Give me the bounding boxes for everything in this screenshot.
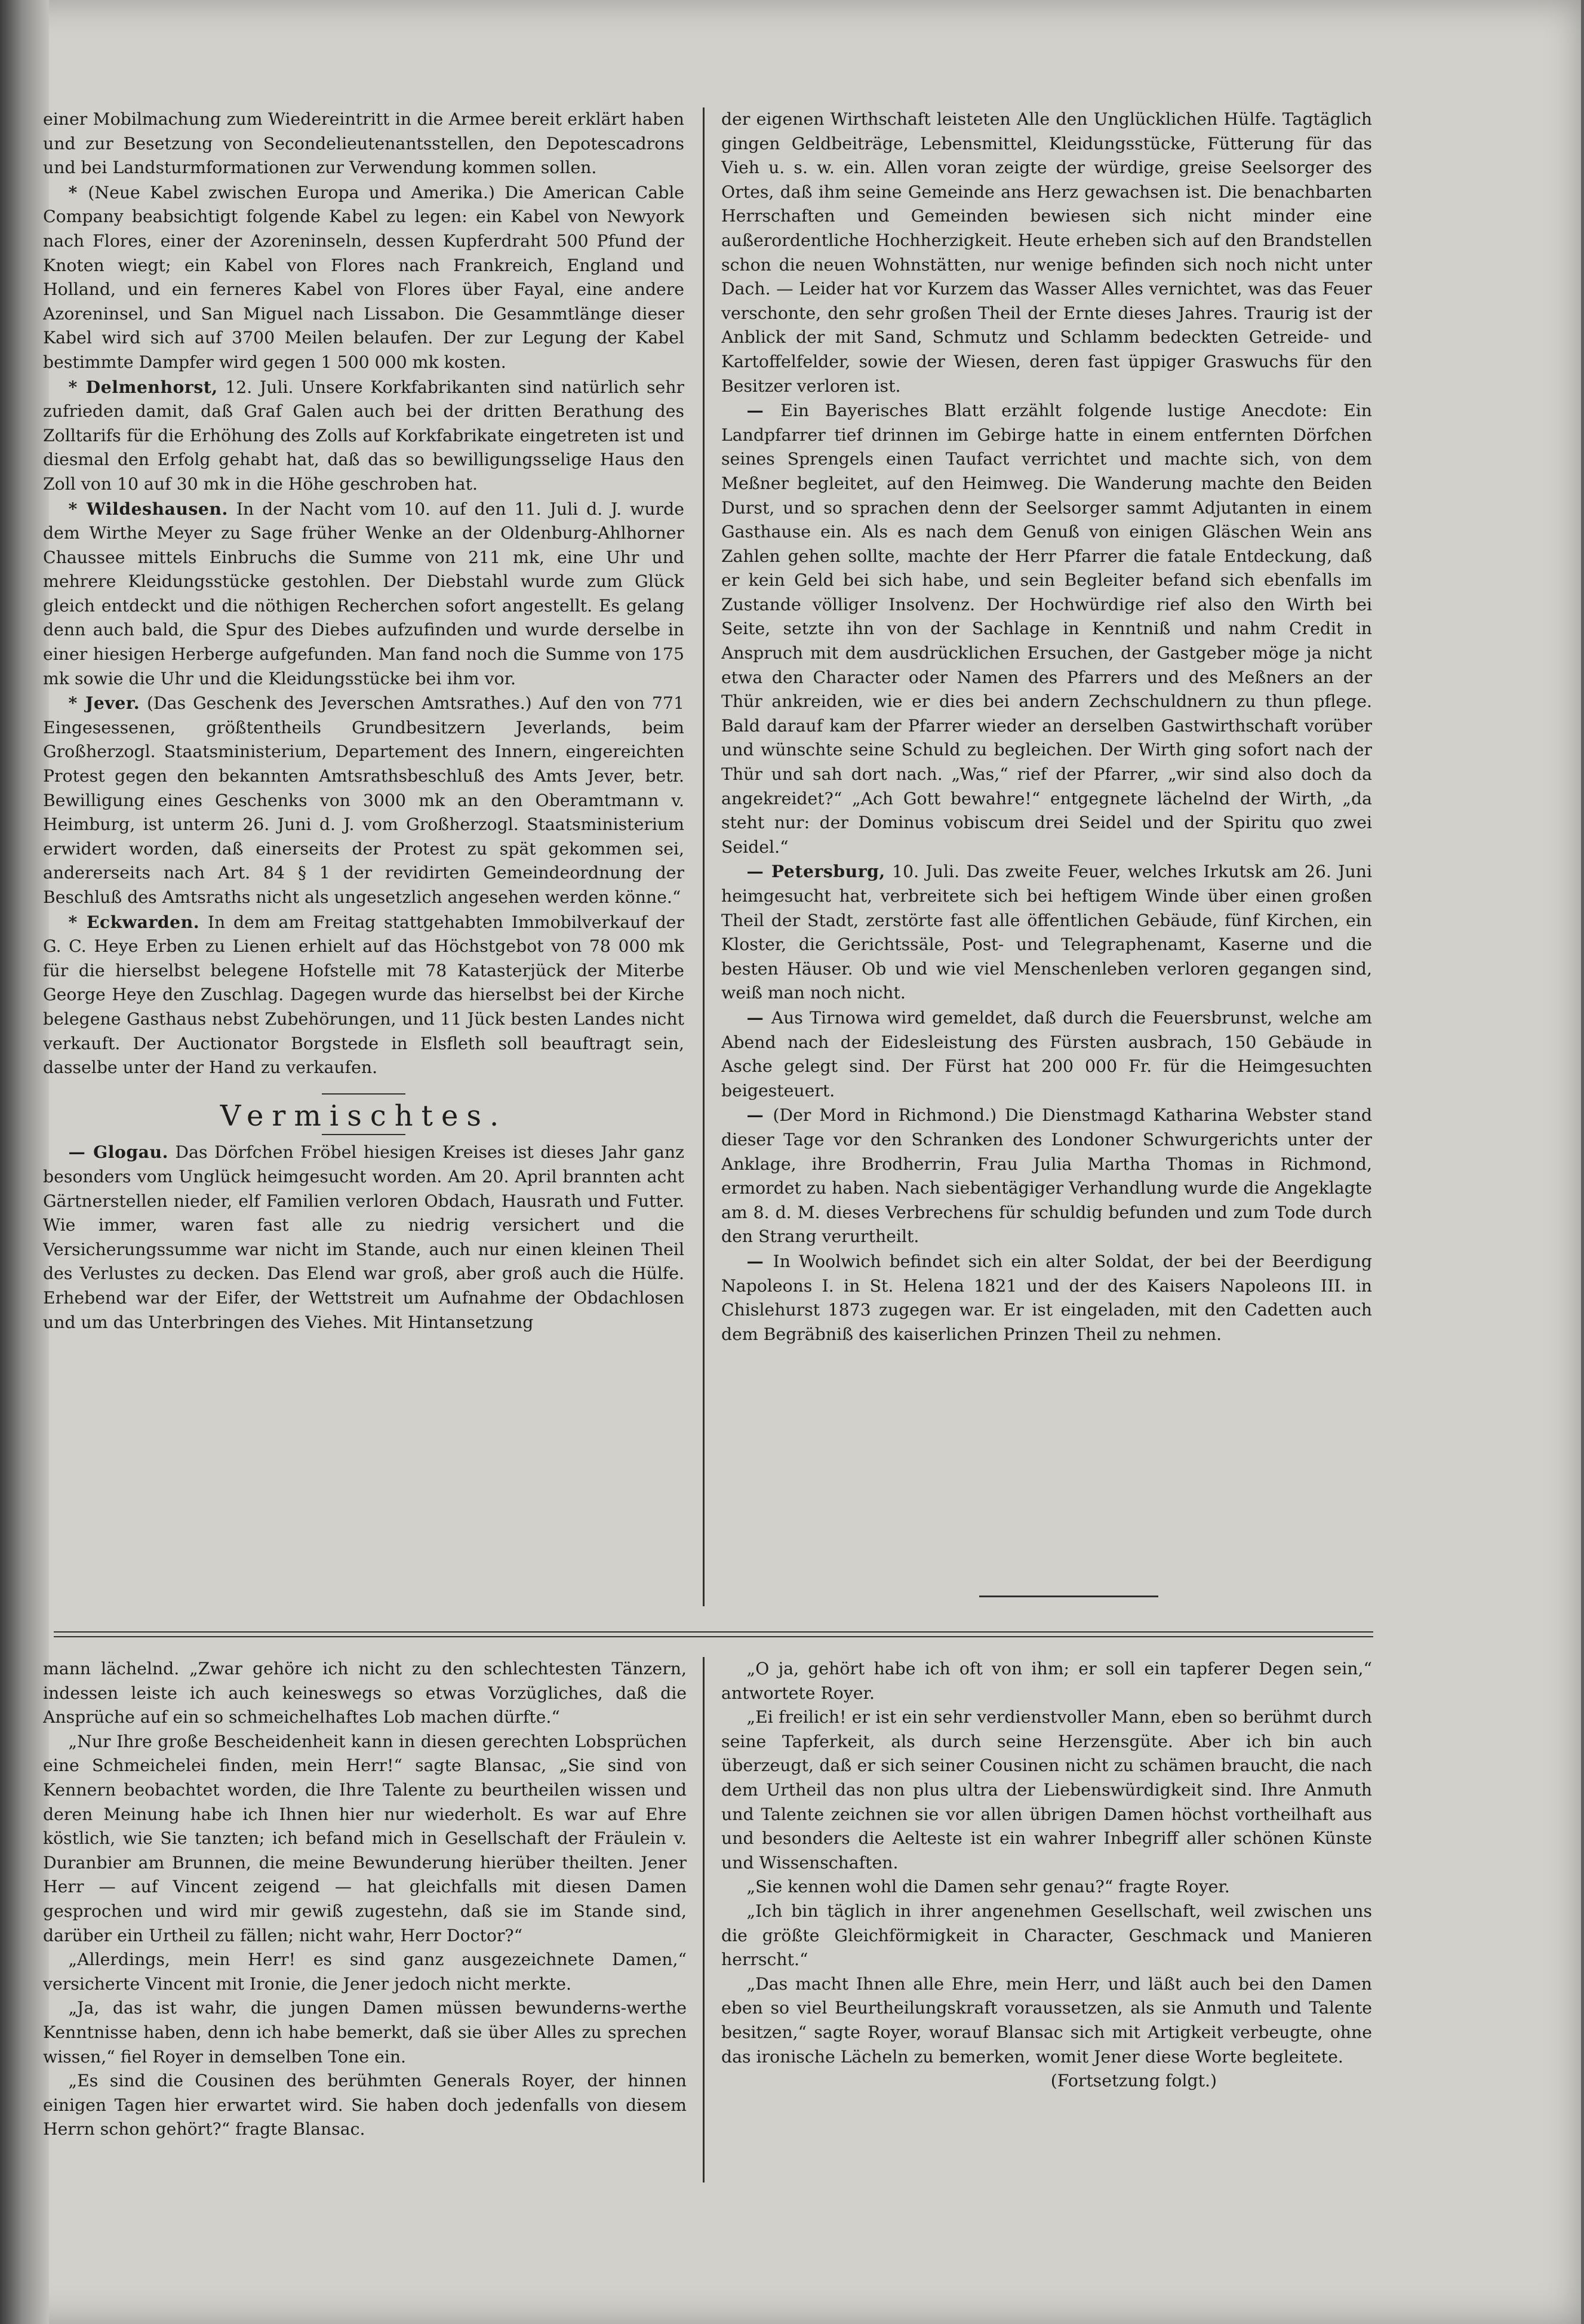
news-item	[721, 1249, 1372, 1347]
feuilleton-paragraph: „O ja, gehört habe ich oft von ihm; er soll ein tapferer Degen sein,“ antwortete Royer.	[721, 1659, 1372, 1703]
article-dateline: * Eckwarden.	[68, 911, 200, 932]
feuilleton-column-right	[721, 1657, 1372, 2194]
article-body: In Woolwich befindet sich ein alter Soldat, der bei der Beerdigung Napoleons I. in St. Helena 1821 und der des Kaisers Napoleons III. in Chislehurst 1873 zugegen war. Er ist eingeladen, mit den Cadetten auch dem Begräbniß des kaiserlichen Prinzen Theil zu nehmen.	[721, 1251, 1372, 1344]
article-dateline: — Glogau.	[68, 1142, 168, 1163]
article-dateline: —	[746, 1250, 773, 1271]
vermischtes-list-right	[721, 107, 1372, 1347]
news-item	[721, 859, 1372, 1006]
section-title-rule	[322, 1093, 405, 1095]
feuilleton-paragraph: „Es sind die Cousinen des berühmten Generals Royer, der hinnen einigen Tagen hier erwartet wird. Sie haben doch jedenfalls von diesem Herrn schon gehört?“ fragte Blansac.	[43, 2071, 687, 2139]
article-dateline: * Jever.	[68, 693, 140, 714]
news-item	[43, 180, 684, 375]
article-dateline: —	[746, 1105, 773, 1126]
feuilleton-separator-rule	[54, 1631, 1373, 1637]
news-item	[721, 107, 1372, 398]
article-body: 12. Juli. Unsere Korkfabrikanten sind natürlich sehr zufrieden damit, daß Graf Galen auch bei der dritten Berathung des Zolltarifs für die Erhöhung des Zolls auf Korkfabrikate eingetreten ist und diesmal den Erfolg gehabt hat, daß das so bewilligungsselige Haus den Zoll von 10 auf 30 mk in die Höhe geschroben hat.	[43, 377, 684, 494]
news-item	[721, 1103, 1372, 1249]
article-dateline: *	[68, 182, 88, 202]
article-body: (Das Geschenk des Jeverschen Amtsrathes.) Auf den von 771 Eingesessenen, größtentheils Grundbesitzern Jeverlands, beim Großherzogl. Staatsministerium, Departement des Innern, eingereichten Protest gegen den bekannten Amtsrathsbeschluß des Amts Jever, betr. Bewilligung eines Geschenks von 3000 mk an den Oberamtmann v. Heimburg, ist unterm 26. Juni d. J. vom Großherzogl. Staatsministerium erwidert worden, daß einerseits der Protest zu spät gekommen sei, andererseits nach Art. 84 § 1 der revidirten Gemeindeordnung der Beschluß des Amtsraths nicht als ungesetzlich angesehen werden könne.“	[43, 693, 684, 907]
feuilleton-text-right	[721, 1657, 1372, 2069]
page-binding-edge	[0, 0, 49, 2324]
local-news-list	[43, 107, 684, 1080]
feuilleton-column-left	[43, 1657, 687, 2194]
feuilleton-paragraph: „Ei freilich! er ist ein sehr verdienstvoller Mann, eben so berühmt durch seine Tapferkeit, als durch seine Herzensgüte. Aber ich bin auch überzeugt, daß er sich seiner Cousinen nicht zu schämen braucht, die nach dem Urtheil das non plus ultra der Liebenswürdigkeit sind. Ihre Anmuth und Talente zeichnen sie vor allen übrigen Damen höchst vortheilhaft aus und besonders die Aelteste ist ein wahrer Inbegriff aller schönen Künste und Wissenschaften.	[721, 1707, 1372, 1873]
short-separator-rule	[979, 1596, 1158, 1597]
column-divider-top	[703, 107, 705, 1606]
feuilleton-paragraph: mann lächelnd. „Zwar gehöre ich nicht zu den schlechtesten Tänzern, indessen leiste ich auch keineswegs so etwas Vorzügliches, daß die Ansprüche auf ein so schmeichelhaftes Lob machen dürfte.“	[43, 1659, 687, 1727]
news-item	[43, 375, 684, 497]
section-title-rule	[322, 1134, 405, 1135]
article-dateline: * Delmenhorst,	[68, 376, 218, 397]
vermischtes-list-left	[43, 1140, 684, 1335]
news-column-left	[43, 107, 684, 1600]
article-body: Das Dörfchen Fröbel hiesigen Kreises ist dieses Jahr ganz besonders vom Unglück heimgesucht worden. Am 20. April brannten acht Gärtnerstellen nieder, elf Familien verloren Obdach, Hausrath und Futter. Wie immer, waren fast alle zu niedrig versichert und die Versicherungssumme war nicht im Stande, auch nur einen kleinen Theil des Verlustes zu decken. Das Elend war groß, aber groß auch die Hülfe. Erhebend war der Eifer, der Wettstreit um Aufnahme der Obdachlosen und um das Unterbringen des Viehes. Mit Hintansetzung	[43, 1142, 684, 1332]
article-dateline: —	[746, 1007, 771, 1028]
section-title-vermischtes: Vermischtes.	[220, 1099, 508, 1133]
news-item	[43, 107, 684, 180]
feuilleton-paragraph: „Allerdings, mein Herr! es sind ganz ausgezeichnete Damen,“ versicherte Vincent mit Ironie, die Jener jedoch nicht merkte.	[43, 1950, 687, 1994]
article-dateline: —	[746, 400, 781, 421]
article-body: (Neue Kabel zwischen Europa und Amerika.) Die American Cable Company beabsichtigt folgende Kabel zu legen: ein Kabel von Newyork nach Flores, einer der Azoreninseln, dessen Kupferdraht 500 Pfund der Knoten wiegt; ein Kabel von Flores nach Frankreich, England und Holland, und ein ferneres Kabel von Flores über Fayal, eine andere Azoreninsel, und San Miguel nach Lissabon. Die Gesammtlänge dieser Kabel wird sich auf 3700 Meilen belaufen. Der zur Legung der Kabel bestimmte Dampfer wird gegen 1 500 000 mk kosten.	[43, 182, 684, 372]
feuilleton-text-left	[43, 1657, 687, 2142]
article-body: der eigenen Wirthschaft leisteten Alle den Unglücklichen Hülfe. Tagtäglich gingen Geldbeiträge, Lebensmittel, Kleidungsstücke, Fütterung für das Vieh u. s. w. ein. Allen voran zeigte der würdige, greise Seelsorger des Ortes, daß ihm seine Gemeinde ans Herz gewachsen ist. Die benachbarten Herrschaften und Gemeinden bewiesen sich nicht minder eine außerordentliche Hochherzigkeit. Heute erheben sich auf den Brandstellen schon die neuen Wohnstätten, nur wenige befinden sich noch nicht unter Dach. — Leider hat vor Kurzem das Wasser Alles vernichtet, was das Feuer verschonte, den sehr großen Theil der Ernte dieses Jahres. Traurig ist der Anblick der mit Sand, Schmutz und Schlamm bedeckten Getreide- und Kartoffelfelder, sowie der Wiesen, deren fast üppiger Graswuchs für den Besitzer verloren ist.	[721, 109, 1372, 396]
article-dateline: — Petersburg,	[746, 861, 885, 882]
feuilleton-paragraph: „Sie kennen wohl die Damen sehr genau?“ fragte Royer.	[746, 1877, 1230, 1897]
news-item	[43, 1140, 684, 1335]
news-item	[43, 691, 684, 909]
article-body: (Der Mord in Richmond.) Die Dienstmagd Katharina Webster stand dieser Tage vor den Schranken des Londoner Schwurgerichts unter der Anklage, ihre Brodherrin, Frau Julia Martha Thomas in Richmond, ermordet zu haben. Nach siebentägiger Verhandlung wurde die Angeklagte am 8. d. M. dieses Verbrechens für schuldig befunden und zum Tode durch den Strang verurtheilt.	[721, 1105, 1372, 1247]
news-item	[721, 1006, 1372, 1103]
news-item	[721, 398, 1372, 859]
feuilleton-paragraph: „Ja, das ist wahr, die jungen Damen müssen bewunderns-werthe Kenntnisse haben, denn ich habe bemerkt, daß sie über Alles zu sprechen wissen,“ fiel Royer in demselben Tone ein.	[43, 1998, 687, 2067]
feuilleton-paragraph: „Nur Ihre große Bescheidenheit kann in diesen gerechten Lobsprüchen eine Schmeichelei finden, mein Herr!“ sagte Blansac, „Sie sind von Kennern beobachtet worden, die Ihre Talente zu beurtheilen wissen und deren Meinung habe ich Ihnen hier nur wiederholt. Es war auf Ehre köstlich, wie Sie tanzten; ich befand mich in Gesellschaft der Fräulein v. Duranbier am Brunnen, die meine Bewunderung hierüber theilten. Jener Herr — auf Vincent zeigend — hat gleichfalls mit diesen Damen gesprochen und wird mir gewiß zugestehn, daß sie im Stande sind, darüber ein Urtheil zu fällen; nicht wahr, Herr Doctor?“	[43, 1731, 687, 1945]
news-column-right	[721, 107, 1372, 1582]
news-item	[43, 910, 684, 1080]
article-body: Aus Tirnowa wird gemeldet, daß durch die Feuersbrunst, welche am Abend nach der Eidesleistung des Fürsten ausbrach, 150 Gebäude in Asche gelegt sind. Der Fürst hat 200 000 Fr. für die Heimgesuchten beigesteuert.	[721, 1007, 1372, 1100]
article-body: Ein Bayerisches Blatt erzählt folgende lustige Anecdote: Ein Landpfarrer tief drinnen im Gebirge hatte in einem entfernten Dörfchen seines Sprengels einen Taufact verrichtet und machte sich, von dem Meßner begleitet, auf den Heimweg. Die Wanderung machte den Beiden Durst, und so sprachen denn der Seelsorger sammt Adjutanten in einem Gasthause ein. Als es nach dem Genuß von einigen Gläschen Wein ans Zahlen gehen sollte, machte der Herr Pfarrer die fatale Entdeckung, daß er kein Geld bei sich habe, und sein Begleiter befand sich ebenfalls im Zustande völliger Insolvenz. Der Hochwürdige rief also den Wirth bei Seite, setzte ihn von der Sachlage in Kenntniß und nahm Credit in Anspruch mit dem ausdrücklichen Ersuchen, der Gastgeber möge ja nicht etwa den Character oder Namen des Pfarrers und des Meßners an der Thür ankreiden, wie er dies bei andern Zechschuldnern zu thun pflege. Bald darauf kam der Pfarrer wieder an derselben Gastwirthschaft vorüber und wünschte seine Schuld zu begleichen. Der Wirth ging sofort nach der Thür und sah dort nach. „Was,“ rief der Pfarrer, „wir sind also doch da angekreidet?“ „Ach Gott bewahre!“ entgegnete lächelnd der Wirth, „da steht nur: der Dominus vobiscum drei Seidel und der Spiritu quo zwei Seidel.“	[721, 401, 1372, 857]
feuilleton-paragraph: „Das macht Ihnen alle Ehre, mein Herr, und läßt auch bei den Damen eben so viel Beurtheilungskraft voraussetzen, als sie Anmuth und Talente besitzen,“ sagte Royer, worauf Blansac sich mit Artigkeit verbeugte, ohne das ironische Lächeln zu bemerken, womit Jener diese Worte begleitete.	[721, 1973, 1372, 2067]
article-body: einer Mobilmachung zum Wiedereintritt in die Armee bereit erklärt haben und zur Besetzung von Secondelieutenantsstellen, den Depotescadrons und bei Landsturmformationen zur Verwendung kommen sollen.	[43, 109, 684, 178]
continuation-note: (Fortsetzung folgt.)	[1050, 2071, 1217, 2091]
article-body: In der Nacht vom 10. auf den 11. Juli d. J. wurde dem Wirthe Meyer zu Sage früher Wenke an der Oldenburg-Ahlhorner Chaussee mittels Einbruchs die Summe von 211 mk, eine Uhr und mehrere Kleidungsstücke gestohlen. Der Diebstahl wurde zum Glück gleich entdeckt und die nöthigen Recherchen sofort angestellt. Es gelang denn auch bald, die Spur des Diebes aufzufinden und wurde derselbe in einer hiesigen Herberge aufgefunden. Man fand noch die Summe von 175 mk sowie die Uhr und die Kleidungsstücke bei ihm vor.	[43, 499, 684, 688]
news-item	[43, 497, 684, 691]
article-dateline: * Wildeshausen.	[68, 498, 228, 519]
article-body: In dem am Freitag stattgehabten Immobilverkauf der G. C. Heye Erben zu Lienen erhielt auf das Höchstgebot von 78 000 mk für die hierselbst belegene Hofstelle mit 78 Katasterjück der Miterbe George Heye den Zuschlag. Dagegen wurde das hierselbst bei der Kirche belegene Gasthaus nebst Zubehörungen, und 11 Jück besten Landes nicht verkauft. Der Auctionator Borgstede in Elsfleth soll beauftragt sein, dasselbe unter der Hand zu verkaufen.	[43, 912, 684, 1078]
column-divider-bottom	[703, 1657, 705, 2182]
article-body: 10. Juli. Das zweite Feuer, welches Irkutsk am 26. Juni heimgesucht hat, verbreitete sich bei heftigem Winde über einen großen Theil der Stadt, zerstörte fast alle öffentlichen Gebäude, fünf Kirchen, ein Kloster, die Gerichtssäle, Post- und Telegraphenamt, Kaserne und die besten Häuser. Ob und wie viel Menschenleben verloren gegangen sind, weiß man noch nicht.	[721, 862, 1372, 1003]
feuilleton-paragraph: „Ich bin täglich in ihrer angenehmen Gesellschaft, weil zwischen uns die größte Gleichförmigkeit in Character, Geschmack und Manieren herrscht.“	[721, 1901, 1372, 1970]
